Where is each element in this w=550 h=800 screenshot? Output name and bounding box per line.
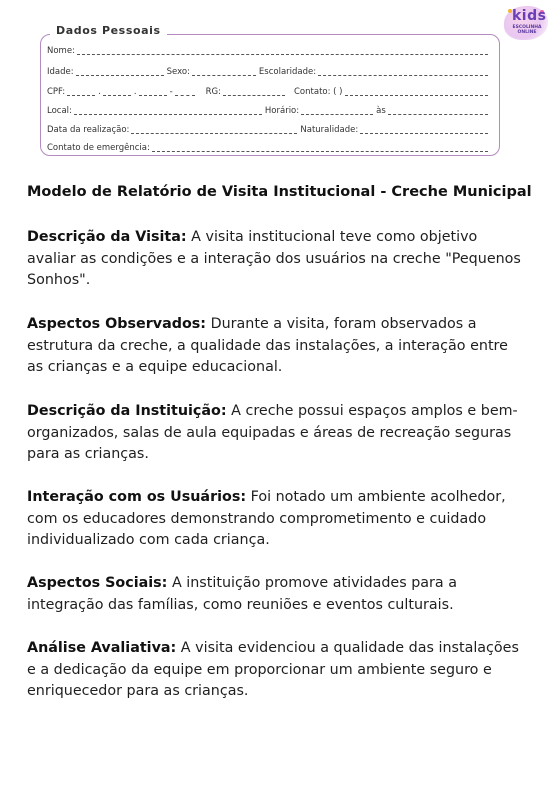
- section-analise-avaliativa: [27, 638, 525, 703]
- section-text: A instituição promove atividades para a integração das famílias, como reuniões e eventos culturais.: [27, 575, 458, 613]
- section-heading: Descrição da Instituição:: [27, 403, 227, 419]
- section-heading: Interação com os Usuários:: [27, 489, 247, 505]
- horario-end-field[interactable]: [388, 106, 488, 115]
- idade-field[interactable]: [76, 67, 164, 76]
- contato-emergencia-label: Contato de emergência:: [47, 143, 150, 153]
- sexo-field[interactable]: [192, 67, 256, 76]
- naturalidade-label: Naturalidade:: [300, 125, 359, 135]
- cpf-separator: .: [98, 87, 101, 97]
- cpf-field-part3[interactable]: [139, 87, 167, 96]
- section-text: A visita institucional teve como objetivo avaliar as condições e a interação dos usuários na creche "Pequenos Sonhos".: [27, 229, 521, 288]
- form-row-local: [47, 102, 491, 116]
- section-aspectos-observados: [27, 314, 525, 379]
- section-heading: Aspectos Sociais:: [27, 575, 168, 591]
- cpf-field-part4[interactable]: [175, 87, 195, 96]
- nome-field[interactable]: [77, 46, 488, 55]
- section-descricao-visita: [27, 227, 525, 292]
- kids-escolinha-logo: [504, 6, 548, 42]
- contato-field[interactable]: [345, 87, 489, 96]
- contato-label: Contato: ( ): [294, 87, 343, 97]
- section-interacao-usuarios: [27, 487, 525, 552]
- form-legend: Dados Pessoais: [50, 24, 167, 37]
- section-heading: Descrição da Visita:: [27, 229, 187, 245]
- as-label: às: [376, 106, 386, 116]
- section-heading: Aspectos Observados:: [27, 316, 207, 332]
- data-realizacao-label: Data da realização:: [47, 125, 130, 135]
- section-descricao-instituicao: [27, 401, 525, 466]
- logo-subtext-line1: ESCOLINHA: [512, 25, 542, 30]
- section-heading: Análise Avaliativa:: [27, 640, 177, 656]
- local-field[interactable]: [74, 106, 262, 115]
- logo-subtext: [506, 25, 548, 35]
- data-realizacao-field[interactable]: [131, 125, 297, 134]
- escolaridade-label: Escolaridade:: [258, 67, 317, 77]
- section-text: A visita evidenciou a qualidade das instalações e a dedicação da equipe em proporcionar um ambiente seguro e enriquecedor para as crianças.: [27, 640, 519, 699]
- cpf-field-part2[interactable]: [103, 87, 131, 96]
- form-row-cpf: [47, 83, 491, 97]
- rg-field[interactable]: [223, 87, 285, 96]
- document-title: Modelo de Relatório de Visita Institucional - Creche Municipal: [27, 184, 532, 200]
- section-aspectos-sociais: [27, 573, 525, 616]
- local-label: Local:: [47, 106, 72, 116]
- horario-start-field[interactable]: [301, 106, 373, 115]
- idade-label: Idade:: [47, 67, 74, 77]
- section-text: Durante a visita, foram observados a estrutura da creche, a qualidade das instalações, a interação entre as crianças e a equipe educacional.: [27, 316, 508, 375]
- section-text: Foi notado um ambiente acolhedor, com os educadores demonstrando comprometimento e cuidado individualizado com cada criança.: [27, 489, 506, 548]
- form-row-emergencia: [47, 139, 491, 153]
- cpf-field-part1[interactable]: [67, 87, 95, 96]
- cpf-separator: -: [169, 87, 173, 97]
- section-text: A creche possui espaços amplos e bem-organizados, salas de aula equipadas e áreas de recreação seguras para as crianças.: [27, 403, 518, 462]
- logo-text: kids: [512, 8, 547, 24]
- nome-label: Nome:: [47, 46, 75, 56]
- cpf-separator: .: [133, 87, 137, 97]
- horario-label: Horário:: [264, 106, 300, 116]
- naturalidade-field[interactable]: [360, 125, 488, 134]
- logo-subtext-line2: ONLINE: [517, 30, 537, 35]
- personal-data-form: [40, 34, 500, 156]
- sexo-label: Sexo:: [166, 67, 190, 77]
- rg-label: RG:: [205, 87, 221, 97]
- form-row-nome: [47, 42, 491, 56]
- form-row-idade: [47, 63, 491, 77]
- cpf-label: CPF:: [47, 87, 66, 97]
- escolaridade-field[interactable]: [318, 67, 488, 76]
- form-row-data: [47, 121, 491, 135]
- contato-emergencia-field[interactable]: [152, 143, 488, 152]
